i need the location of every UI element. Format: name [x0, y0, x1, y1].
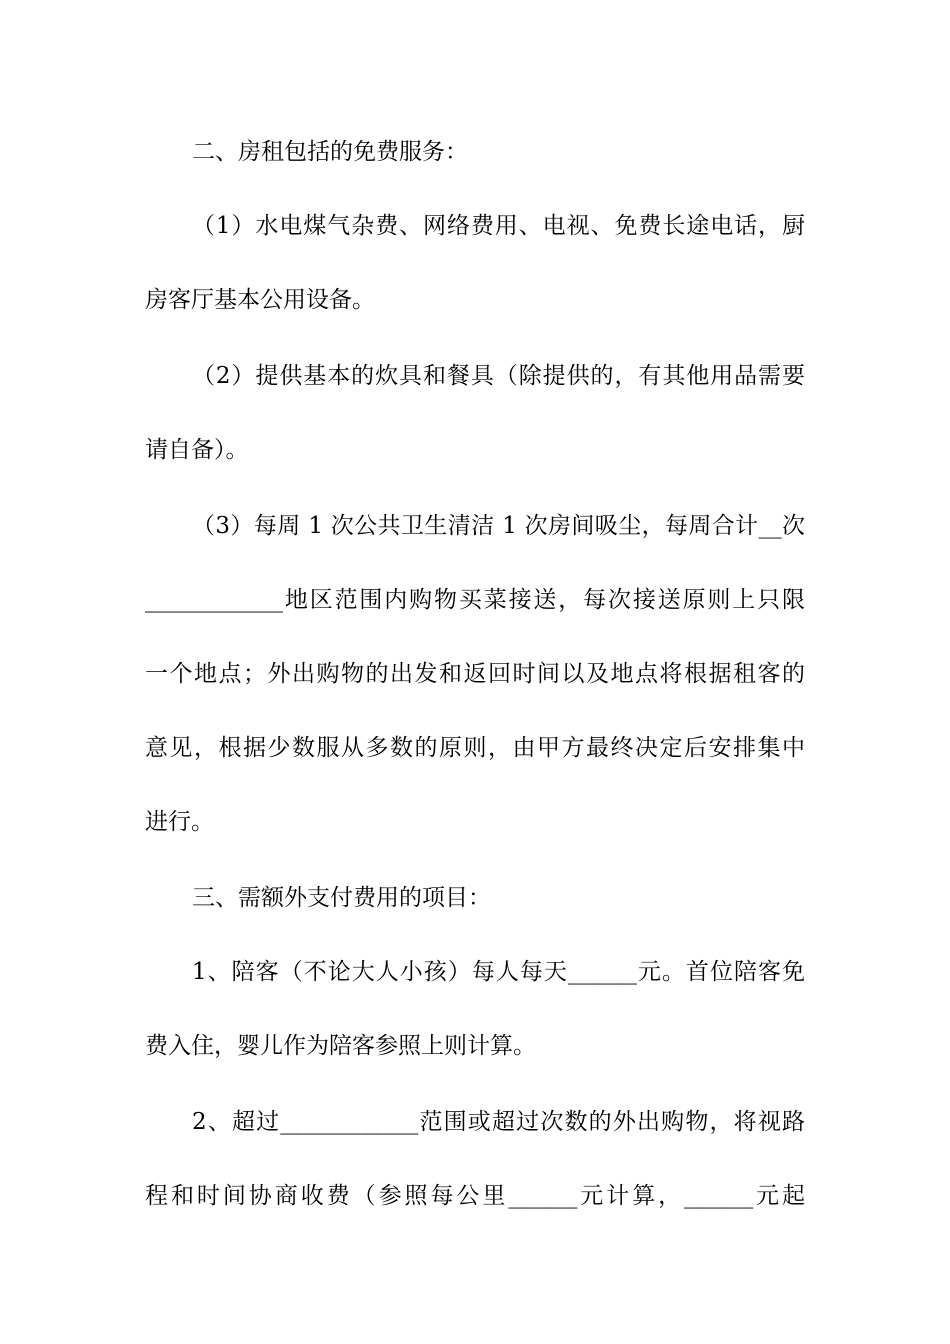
paragraph-line: 房客厅基本公用设备。: [145, 287, 375, 313]
paragraph-line: （3）每周 1 次公共卫生清洁 1 次房间吸尘，每周合计__次: [192, 513, 805, 539]
paragraph-line: 进行。: [145, 809, 214, 835]
paragraph-line: 费入住，婴儿作为陪客参照上则计算。: [145, 1033, 536, 1059]
paragraph-line: 意见，根据少数服从多数的原则，由甲方最终决定后安排集中: [145, 735, 805, 761]
paragraph-line: 程和时间协商收费（参照每公里______元计算，______元起: [145, 1183, 805, 1209]
paragraph-line: 一个地点；外出购物的出发和返回时间以及地点将根据租客的: [145, 661, 805, 687]
paragraph-line: （2）提供基本的炊具和餐具（除提供的，有其他用品需要: [192, 363, 805, 389]
paragraph-line: 2、超过____________范围或超过次数的外出购物，将视路: [192, 1109, 805, 1135]
paragraph-line: 请自备）。: [145, 437, 249, 463]
section-heading-extra-fees: 三、需额外支付费用的项目：: [192, 885, 491, 911]
paragraph-line: （1）水电煤气杂费、网络费用、电视、免费长途电话，厨: [192, 213, 805, 239]
paragraph-line: 1、陪客（不论大人小孩）每人每天______元。首位陪客免: [192, 959, 805, 985]
paragraph-line: ____________地区范围内购物买菜接送，每次接送原则上只限: [145, 587, 805, 613]
section-heading-free-services: 二、房租包括的免费服务：: [192, 139, 468, 165]
